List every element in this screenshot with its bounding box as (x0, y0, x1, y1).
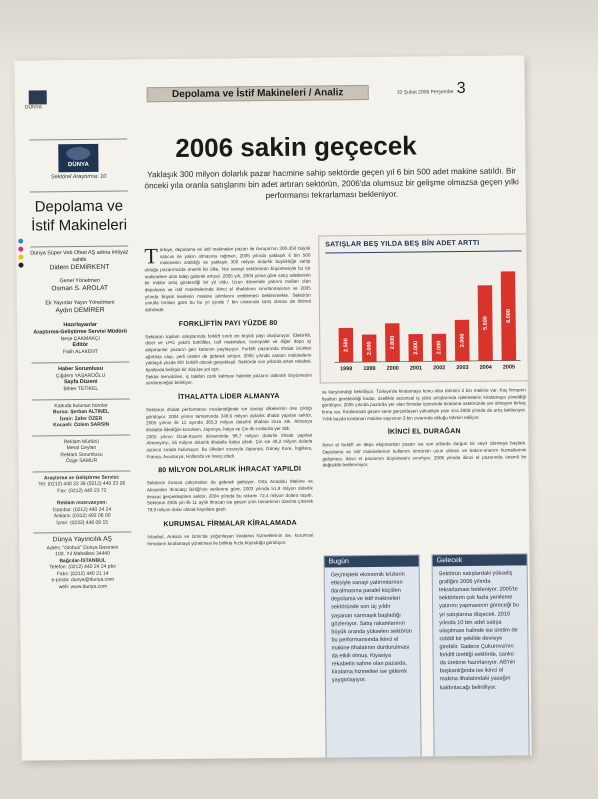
layout-name: Bihter TETİKEL (63, 385, 99, 393)
supplement-title: Depolama ve İstif Makineleri (31, 197, 128, 235)
newspaper-page (14, 55, 531, 760)
ad-reservation-label: Reklam rezervasyon: (56, 499, 108, 507)
chart-category-label: 2002 (433, 365, 446, 372)
news-name: Çiğdem YAŞAROĞLU (55, 372, 106, 379)
publisher-name: Didem DEMİRKENT (49, 263, 110, 272)
chart-data-label: 6.500 (505, 309, 512, 323)
address-line-2: 100. Yıl Mahallesi 34440 (55, 550, 110, 558)
izmir-office: İzmir: Zafer ÖZER (59, 415, 103, 422)
chart-title: SATIŞLAR BEŞ YILDA BEŞ BİN ADET ARTTI (325, 239, 480, 249)
address-line-1: Adres: "Globus" Dünya Basınevi (46, 544, 119, 552)
chart-data-label: 2.500 (343, 338, 350, 352)
company-email: e-posta: dunya@dunya.com (51, 576, 115, 584)
sales-chart (318, 233, 530, 383)
issue-date: 10 Şubat 2006 Perşembe (396, 89, 454, 96)
article-lead: Yaklaşık 300 milyon dolarlık pazar hacmine sahip sektörde geçen yıl 6 bin 500 adet makine satıldı. Bir önceki yıla oranla satışlarını bin adet artıran sektörün, 2006'da olumsuz bir gelişme olmazsa geçen yılki performansı tekrarlaması bekleniyor. (144, 166, 519, 201)
body-paragraph: Sektörün toplam satışlarında forklift sınıfı en büyük payı oluşturuyor. Elektrikli, dizel ve LPG yakıtlı forkliftler, istif makineleri, transpalet ve diğer depo içi ekipmanlar pazarın geri kalanını paylaşıyor. Forklift pazarında ithalat ürünleri ağırlıkta olup, yerli üretim de giderek artıyor. 2005 yılında satılan makinelerin yaklaşık yüzde 80'i forklift olarak gerçekleşti. Sektörde son yıllarda artan rekabet, fiyatlarda belirgin bir düşüşe yol açtı. (145, 332, 312, 373)
ad-chief-name: Özge SAMUR (65, 457, 98, 465)
ad-chief-role: Reklam Sorumlusu (60, 451, 103, 458)
offices-label: Katkıda bulunan bürolar (54, 402, 108, 409)
body-paragraph: 2005 yılının Ocak-Kasım döneminde 98,7 milyon dolarlık ithalat yapılan Almanya'yı, 55 milyon dolarlık ithalatla İtalya izledi. Çin ise 49,2 milyon dolarla üçüncü sırada bulunuyor. Bu ülkeleri sırasıyla Japonya, Güney Kore, İngiltere, Fransa, Avusturya, Hollanda ve İsveç izledi. (146, 432, 313, 460)
company-phone: Telefon: (0212) 440 24 24 pbx (49, 563, 116, 571)
rnd-service-label: Araştırma ve Geliştirme Servisi: (43, 474, 120, 481)
ad-ankara: Ankara: (0312) 492 06 00 (53, 512, 111, 520)
subhead-rental: KURUMSAL FİRMALAR KİRALAMADA (163, 519, 297, 528)
gm-role: Genel Yönetmen (59, 278, 100, 285)
company-fax: Faks: (0212) 440 21 14 (56, 570, 109, 577)
future-box (432, 553, 530, 760)
body-paragraph: ve karşılandığı belirtiliyor. Türkiye'de kiralamaya konu olan tahmini 2 bin makine var. Koç firmanın fiyatları gerektirdiği kadar, özellikle sezonsal iş yükü artışlarında işletmelerin kiralamaya yöneldiği görülüyor. 2005 yılında pazarda yer alan firmalar içerisinde kiralama sektöründe yer almayan birkaç firma var. Kiralamada geçen sene gerçekleşen yükselişin yanı sıra 2006 yılında da artış bekleniyor. Yıllık bazda kiralanan makine sayısının 3 bin civarında olduğu tahmin ediliyor. (321, 387, 527, 422)
chart-data-label: 2.800 (389, 335, 396, 350)
chart-data-label: 2.000 (436, 340, 443, 355)
layout-role: Sayfa Düzeni (63, 378, 98, 386)
color-registration-marks (18, 239, 24, 271)
address-line-3: Bağcılar-İSTANBUL (59, 557, 106, 564)
kocaeli-office: Kocaeli: Özlem SARSIN (53, 421, 110, 429)
chart-canvas (319, 234, 531, 384)
section-title: Depolama ve İstif Makineleri / Analiz (147, 85, 369, 102)
chart-data-label: 2.000 (366, 341, 373, 356)
editor-role: Editör (72, 341, 89, 349)
subhead-second-hand: İKİNCİ EL DURAĞAN (387, 428, 461, 437)
body-paragraph: İstanbul, Ankara ve İzmir'de yoğunlaşan kiralama hizmetlerinin ise, kurumsal firmaların kiralamaya yönelmesi ile birlikte hızla büyüdüğü görülüyor. (147, 532, 314, 546)
page-header (24, 79, 515, 111)
company-web: web: www.dunya.com (58, 583, 108, 590)
chart-category-label: 2001 (409, 365, 423, 372)
today-box-text: Geçmişteki ekonomik krizlerin etkisiyle sanayi yatırımlarının daralmasına paralel küçülen depolama ve istif makineleri sektöründe son üç yıldır yaşanan sarmaşık başladığı gözleniyor. Satış rakamlarının büyük oranda yükselen sektörün bu performansında ikinci el makine ithalatının durdurulması da etkili olmuş. Kiyasiya rekabetin sahne olan pazarda, kiralama hizmetleri ise giderek yaygınlaşıyor. (330, 571, 412, 684)
bursa-office: Bursa: Şerban ALTINEL (52, 408, 110, 416)
chart-data-label: 5.500 (482, 316, 489, 330)
masthead-column (23, 135, 139, 756)
gm-name: Osman S. AROLAT (51, 285, 109, 293)
dunya-logo: DÜNYA (58, 144, 98, 172)
publisher-role: Dünya Süper Veb Ofset AŞ adına imtiyaz sahibi (30, 249, 129, 263)
subhead-export: 80 MİLYON DOLARLIK İHRACAT YAPILDI (158, 466, 302, 475)
ad-manager-name: Meral Ceylan (66, 444, 97, 452)
chart-category-label: 2004 (479, 364, 492, 371)
eic-role: Ek Yayınlar Yayın Yönetmeni (45, 299, 115, 307)
chart-category-label: 2005 (502, 364, 516, 371)
ad-izmir: İzmir: (0232) 446 09 15 (56, 519, 109, 526)
today-box (324, 554, 422, 760)
future-box-title: Gelecek (433, 554, 527, 566)
intro-paragraph: ürkiye, depolama ve istif makineleri pazarı ile Avrupa'nın 300-350 büyük satıcısı ile yakın olmasına rağmen, 2005 yılında yaklaşık 6 bin 500 makinenin satıldığı ve yaklaşık 300 milyon dolarlık büyüklüğe sahip olduğu pazarımızda önemli bir ülke. Not sanayi sektörünün büyümesiyle bu tür makinelere olan talep giderek artıyor. 2005 yılı, 2004 yılına göre satış adetlerinin bir miktar artış gösterdiği bir yıl oldu. Uzun dönemde yatırım malları olan depolama ve istif makinelerinde ikinci el ithalatının sınırlanmasının ve 2005 yılında büyük kesilerin makine alımlarını ertelemesi beklenmekte. Sektörün umutla trimları göre bu bu yıl içinde 7 bin civarında satış olması da ihtimal dahilinde. (144, 245, 311, 313)
future-box-text: Sektörün satışlardaki yükseliş grafiğini 2006 yılında tekrarlaması bekleniyor. 2005'te sektörlerin çok fazla yenileme yatırımı yapmasının göreceği bu yıl satışlarına düşecek. 2010 yılında 10 bin adet satışa ulaşılması halinde ise üretim de cidddi bir şekilde devreye girebilir. Sadece Çukurova'nın forklift ürettiği sektörde, sanko da üretime hazırlanıyor. AB'nin başkanlığında ise ikinci el makina ithalatındaki yasağın kaldırılacağı belirtiliyor. (438, 570, 520, 691)
today-box-title: Bugün (325, 555, 419, 567)
body-paragraph: Sektör temsilcileri, iç talebin canlı kalması halinde pazarın istikrarlı büyümesini sürdüreceğini belirtiyor. (145, 372, 312, 386)
chart-category-label: 2003 (456, 364, 469, 372)
rnd-service-fax: Fax: (0212) 440 23 72 (57, 487, 107, 494)
chart-data-label: 2.000 (413, 340, 420, 355)
article-column-2 (322, 387, 527, 469)
prepared-label: Hazırlayanlar (63, 321, 97, 328)
globe-icon (66, 147, 90, 160)
chart-category-label: 1998 (340, 366, 353, 373)
news-role: Haber Sorumlusu (58, 365, 104, 372)
ad-manager-role: Reklam Müdürü (63, 438, 100, 445)
page-number: 3 (456, 79, 466, 98)
drop-cap: T (144, 243, 158, 269)
eic-name: Aydın DEMİRER (55, 306, 105, 315)
body-paragraph: Sektörün ihracat çalışmaları da giderek gelişiyor. Orta Anadolu Makine ve Aksamları İhracatçı Birliği'nin verilerine göre, 2003 yılında 51,9 milyon dolarlık ihracat gerçekleştiren sektör, 2004 yılında bu rakamı 72,4 milyon dolara taşıdı. Sektörün 2005 yılı ilk 11 aylık ihracatı ise geçen yılın tamamının üzerine çıkarak 79,9 milyon dolar olarak kayıtlara geçti. (146, 479, 314, 513)
chart-category-label: 1999 (363, 365, 376, 373)
subhead-import: İTHALATTA LİDER ALMANYA (178, 392, 280, 401)
body-paragraph: İkinci el forklift ve depo ekipmanları pazarı ise son yıllarda durgun bir seyir izlemeye başladı. Depolama ve istif makinelerinin kullanım ömrünün uzun olması ve bakım-onarım hizmetlerinin gelişmesi, ikinci el pazarının büyümesini sınırlıyor. 2006 yılında ikinci el pazarında önemli bir değişiklik beklenmiyor. (322, 440, 527, 468)
editor-name: Fatih ALAKENT (62, 348, 98, 356)
article-headline: 2006 sakin geçecek (175, 130, 417, 164)
chart-data-label: 3.000 (459, 333, 466, 348)
supplement-number: Sektörel Araştırma: 10 (50, 173, 107, 181)
dunya-small-logo (29, 90, 47, 104)
body-paragraph: Sektörün ithalat performansı incelendiğinde ise sanayi ülkelerinin öne çıktığı görülüyor. 2004 yılının tamamında 348,6 milyon dolarlık ithalat yapılan sektör, 2005 yılının ilk 11 ayında 365,3 milyon dolarlık ithalata imza attı. Almanya ithalatta liderliğini korurken, Japonya, İtalya ve Çin ilk sıralarda yer aldı. (145, 405, 313, 433)
small-logo-label: DÜNYA (24, 104, 43, 111)
subhead-forklift: FORKLİFTİN PAYI YÜZDE 80 (178, 319, 278, 328)
chart-category-label: 2000 (386, 365, 399, 372)
rnd-service-tel: Tel: (0212) 440 22 38 (0212) 440 23 26 (38, 480, 126, 488)
company-name: Dünya Yayıncılık AŞ (52, 535, 112, 544)
article-column-1 (144, 216, 313, 548)
rnd-name: Neşe ÇAKMAKÇI (60, 335, 100, 342)
rnd-role: Araştırma-Geliştirme Servisi Müdürü (33, 328, 128, 336)
ad-istanbul: İstanbul: (0212) 440 24 24 (52, 506, 112, 513)
